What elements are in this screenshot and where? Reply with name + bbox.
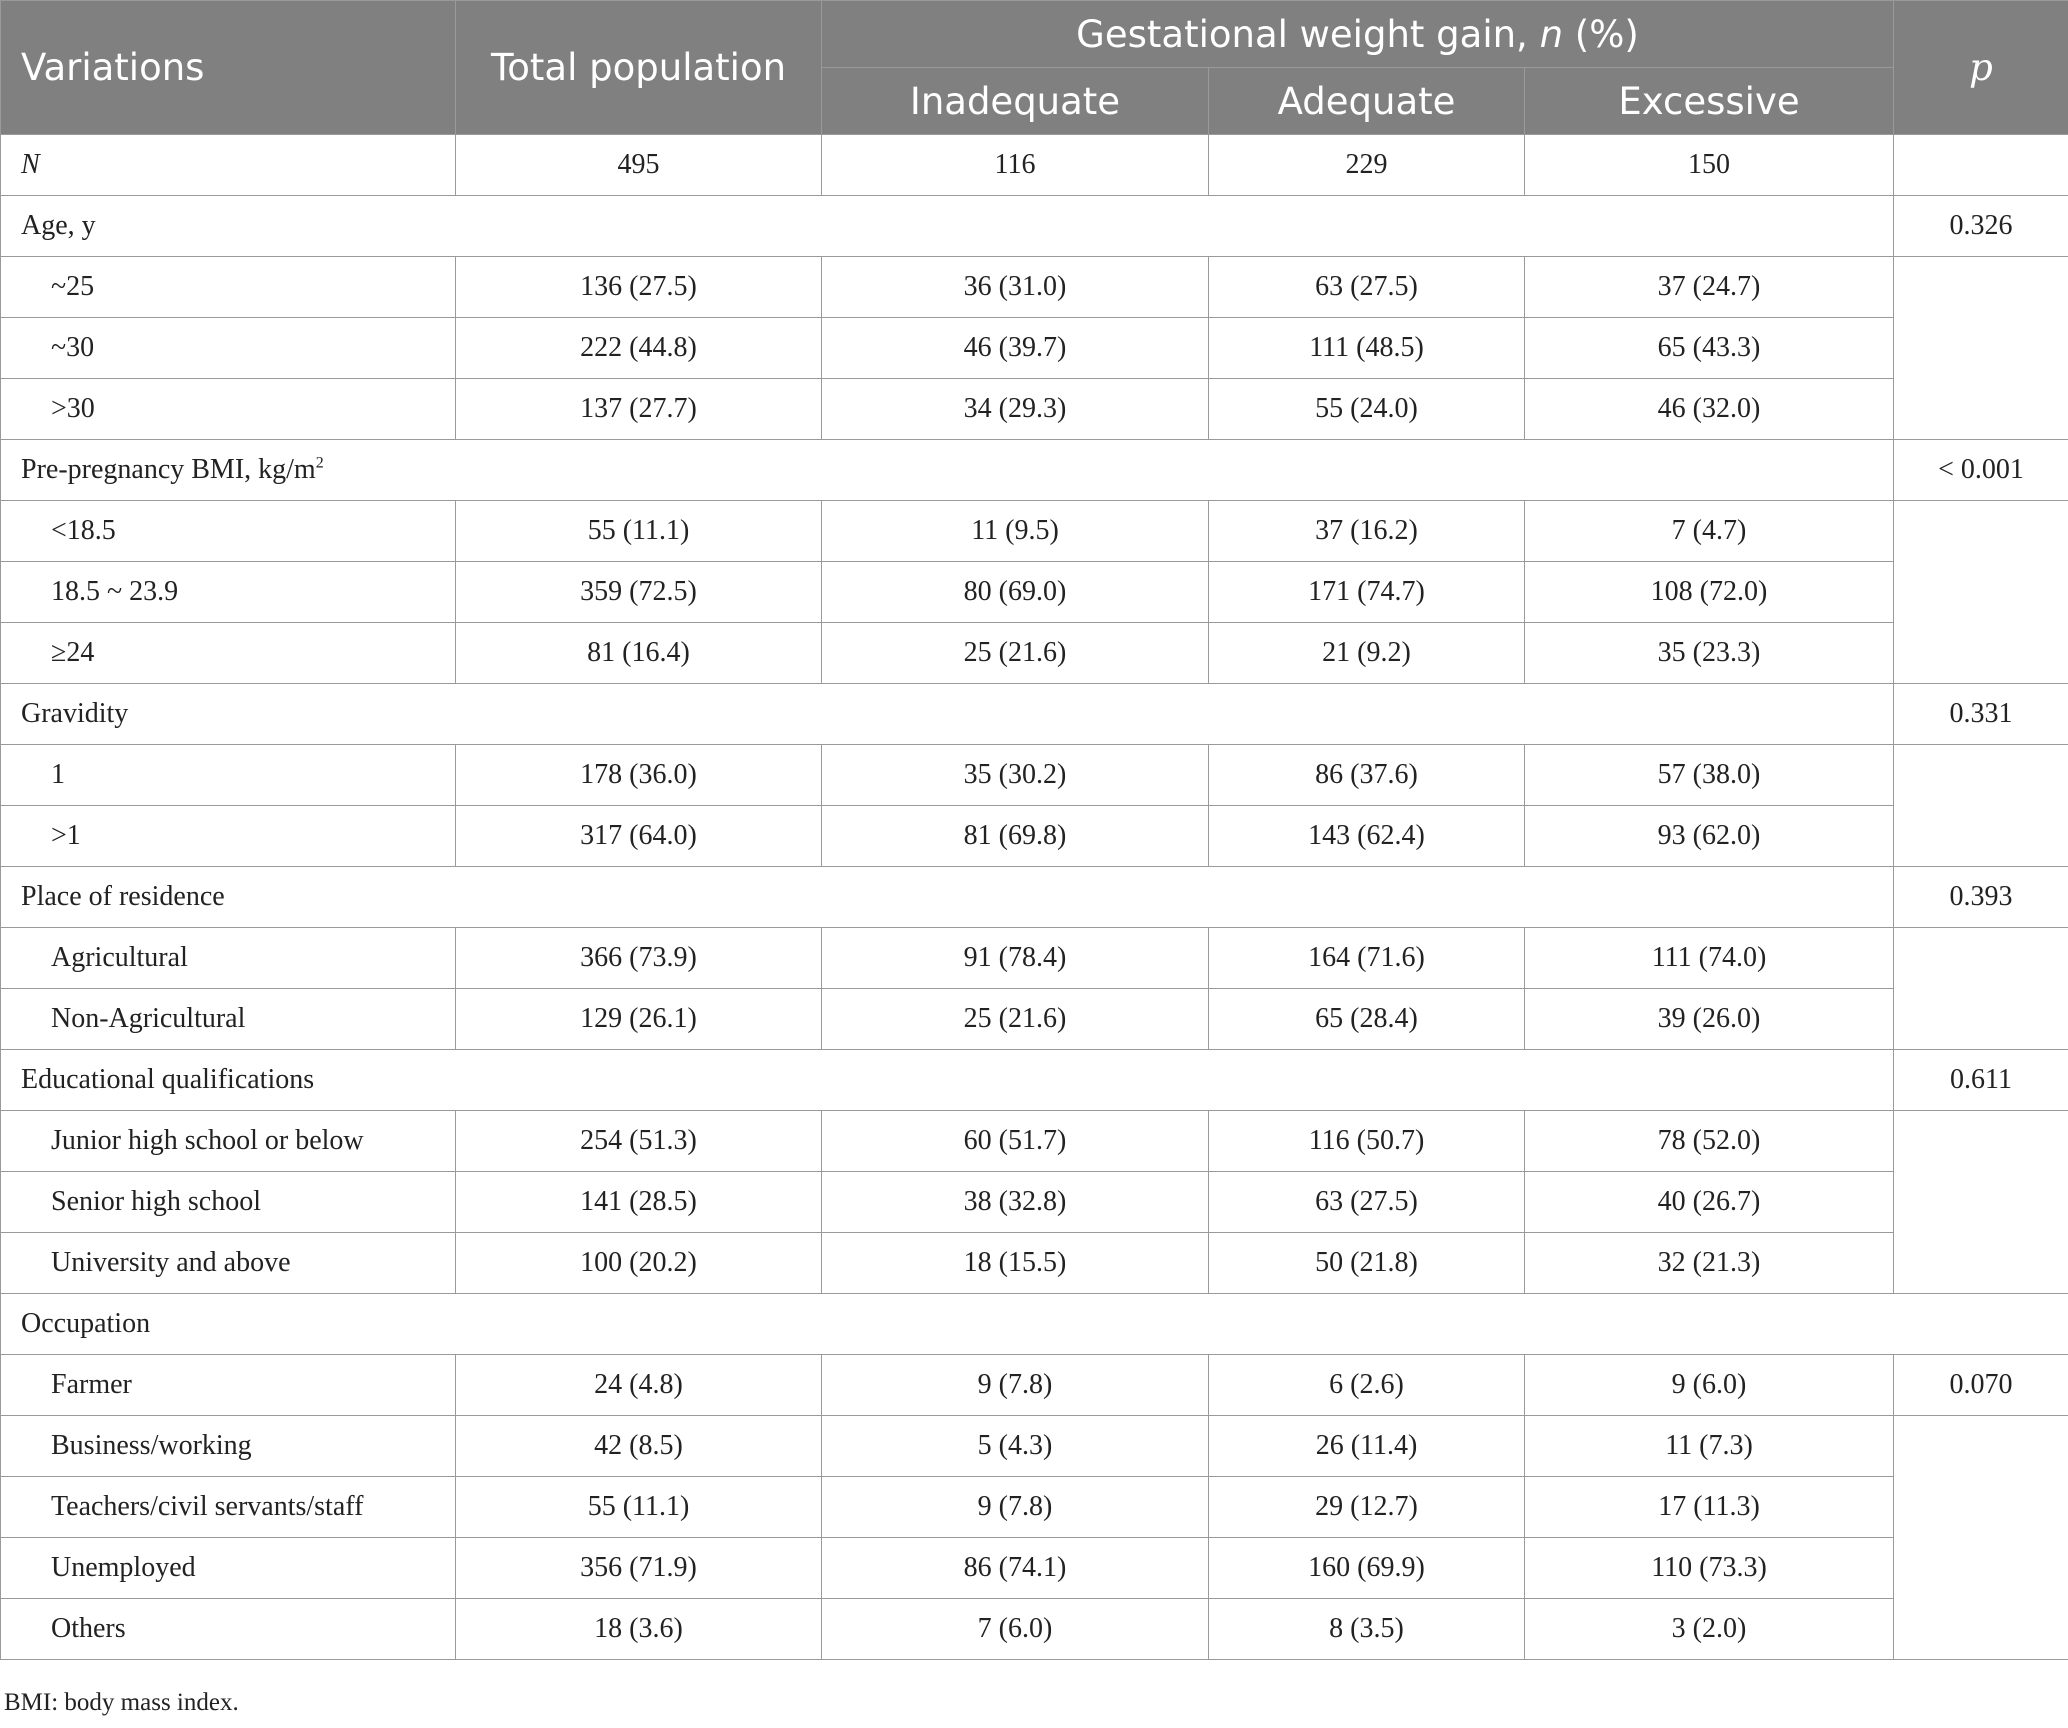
cell-excessive: 110 (73.3) xyxy=(1525,1538,1894,1599)
cell-inadequate: 91 (78.4) xyxy=(822,928,1209,989)
row-label: Non-Agricultural xyxy=(1,989,456,1050)
row-label: Business/working xyxy=(1,1416,456,1477)
cell-inadequate: 36 (31.0) xyxy=(822,257,1209,318)
row-label: Junior high school or below xyxy=(1,1111,456,1172)
cell-adequate: 86 (37.6) xyxy=(1209,745,1525,806)
cell-adequate: 143 (62.4) xyxy=(1209,806,1525,867)
table-row xyxy=(1,562,2068,623)
cell-adequate: 21 (9.2) xyxy=(1209,623,1525,684)
table-row xyxy=(1,501,2068,562)
cell-excessive: 11 (7.3) xyxy=(1525,1416,1894,1477)
row-label: <18.5 xyxy=(1,501,456,562)
header-gestational-weight-gain xyxy=(822,1,1894,68)
cell-inadequate: 34 (29.3) xyxy=(822,379,1209,440)
cell-inadequate: 116 xyxy=(822,135,1209,196)
cell-inadequate: 86 (74.1) xyxy=(822,1538,1209,1599)
cell-total: 356 (71.9) xyxy=(456,1538,822,1599)
cell-excessive: 9 (6.0) xyxy=(1525,1355,1894,1416)
cell-adequate: 229 xyxy=(1209,135,1525,196)
cell-adequate: 65 (28.4) xyxy=(1209,989,1525,1050)
row-label: N xyxy=(1,135,456,196)
section-p-value: 0.611 xyxy=(1894,1050,2068,1111)
cell-excessive: 40 (26.7) xyxy=(1525,1172,1894,1233)
section-row-gravidity xyxy=(1,684,2068,745)
cell-excessive: 65 (43.3) xyxy=(1525,318,1894,379)
cell-excessive: 3 (2.0) xyxy=(1525,1599,1894,1660)
cell-inadequate: 9 (7.8) xyxy=(822,1477,1209,1538)
section-label: Place of residence xyxy=(1,867,1894,928)
table-row xyxy=(1,379,2068,440)
table-row xyxy=(1,928,2068,989)
row-label: >1 xyxy=(1,806,456,867)
cell-excessive: 7 (4.7) xyxy=(1525,501,1894,562)
cell-excessive: 57 (38.0) xyxy=(1525,745,1894,806)
section-p-value: 0.393 xyxy=(1894,867,2068,928)
row-label: Senior high school xyxy=(1,1172,456,1233)
cell-inadequate: 25 (21.6) xyxy=(822,989,1209,1050)
cell-excessive: 37 (24.7) xyxy=(1525,257,1894,318)
cell-inadequate: 9 (7.8) xyxy=(822,1355,1209,1416)
cell-p-empty xyxy=(1894,745,2068,867)
cell-adequate: 160 (69.9) xyxy=(1209,1538,1525,1599)
cell-inadequate: 81 (69.8) xyxy=(822,806,1209,867)
cell-p xyxy=(1894,135,2068,196)
row-label: >30 xyxy=(1,379,456,440)
table-footnote: BMI: body mass index. xyxy=(4,1689,239,1716)
header-p-value: p xyxy=(1894,1,2068,135)
section-p-value: < 0.001 xyxy=(1894,440,2068,501)
cell-p-empty xyxy=(1894,928,2068,1050)
cell-total: 317 (64.0) xyxy=(456,806,822,867)
cell-adequate: 55 (24.0) xyxy=(1209,379,1525,440)
cell-adequate: 8 (3.5) xyxy=(1209,1599,1525,1660)
cell-inadequate: 25 (21.6) xyxy=(822,623,1209,684)
section-row-age xyxy=(1,196,2068,257)
table-row xyxy=(1,1355,2068,1416)
cell-excessive: 111 (74.0) xyxy=(1525,928,1894,989)
cell-excessive: 93 (62.0) xyxy=(1525,806,1894,867)
cell-adequate: 29 (12.7) xyxy=(1209,1477,1525,1538)
header-row-1 xyxy=(1,1,2068,68)
section-label: Educational qualifications xyxy=(1,1050,1894,1111)
cell-adequate: 116 (50.7) xyxy=(1209,1111,1525,1172)
header-gwg-n: n xyxy=(1539,12,1564,56)
cell-total: 42 (8.5) xyxy=(456,1416,822,1477)
header-total-population: Total population xyxy=(456,1,822,135)
cell-excessive: 108 (72.0) xyxy=(1525,562,1894,623)
cell-excessive: 35 (23.3) xyxy=(1525,623,1894,684)
section-row-residence xyxy=(1,867,2068,928)
n-row xyxy=(1,135,2068,196)
section-row-bmi xyxy=(1,440,2068,501)
row-label: ≥24 xyxy=(1,623,456,684)
row-label: ~25 xyxy=(1,257,456,318)
table-row xyxy=(1,1111,2068,1172)
section-label-sup: 2 xyxy=(315,454,324,472)
table-row xyxy=(1,989,2068,1050)
cell-excessive: 46 (32.0) xyxy=(1525,379,1894,440)
cell-inadequate: 46 (39.7) xyxy=(822,318,1209,379)
table-row xyxy=(1,1233,2068,1294)
table-row xyxy=(1,1477,2068,1538)
row-label: 18.5 ~ 23.9 xyxy=(1,562,456,623)
section-label: Age, y xyxy=(1,196,1894,257)
row-label: University and above xyxy=(1,1233,456,1294)
cell-p-empty xyxy=(1894,257,2068,440)
cell-total: 141 (28.5) xyxy=(456,1172,822,1233)
row-label: ~30 xyxy=(1,318,456,379)
table-row xyxy=(1,806,2068,867)
header-excessive: Excessive xyxy=(1525,68,1894,135)
section-p-value: 0.326 xyxy=(1894,196,2068,257)
section-label: Occupation xyxy=(1,1294,2068,1355)
cell-adequate: 171 (74.7) xyxy=(1209,562,1525,623)
cell-inadequate: 5 (4.3) xyxy=(822,1416,1209,1477)
cell-adequate: 63 (27.5) xyxy=(1209,1172,1525,1233)
cell-excessive: 78 (52.0) xyxy=(1525,1111,1894,1172)
table-row xyxy=(1,1172,2068,1233)
section-p-value: 0.331 xyxy=(1894,684,2068,745)
cell-total: 137 (27.7) xyxy=(456,379,822,440)
header-adequate: Adequate xyxy=(1209,68,1525,135)
cell-inadequate: 38 (32.8) xyxy=(822,1172,1209,1233)
row-label: Unemployed xyxy=(1,1538,456,1599)
cell-total: 129 (26.1) xyxy=(456,989,822,1050)
cell-adequate: 111 (48.5) xyxy=(1209,318,1525,379)
header-gwg-pct: (%) xyxy=(1563,12,1639,56)
cell-inadequate: 7 (6.0) xyxy=(822,1599,1209,1660)
cell-excessive: 32 (21.3) xyxy=(1525,1233,1894,1294)
header-gwg-label: Gestational weight gain, xyxy=(1076,12,1540,56)
section-label-text: Pre-pregnancy BMI, kg/m xyxy=(21,454,316,485)
section-row-occupation xyxy=(1,1294,2068,1355)
row-label: Others xyxy=(1,1599,456,1660)
cell-adequate: 26 (11.4) xyxy=(1209,1416,1525,1477)
header-inadequate: Inadequate xyxy=(822,68,1209,135)
cell-total: 55 (11.1) xyxy=(456,501,822,562)
table-row xyxy=(1,623,2068,684)
cell-total: 254 (51.3) xyxy=(456,1111,822,1172)
table-row xyxy=(1,1416,2068,1477)
cell-adequate: 6 (2.6) xyxy=(1209,1355,1525,1416)
cell-p-empty xyxy=(1894,501,2068,684)
cell-adequate: 50 (21.8) xyxy=(1209,1233,1525,1294)
cell-total: 178 (36.0) xyxy=(456,745,822,806)
cell-total: 366 (73.9) xyxy=(456,928,822,989)
cell-adequate: 63 (27.5) xyxy=(1209,257,1525,318)
section-p-value: 0.070 xyxy=(1894,1355,2068,1416)
cell-total: 136 (27.5) xyxy=(456,257,822,318)
cell-total: 55 (11.1) xyxy=(456,1477,822,1538)
row-label: 1 xyxy=(1,745,456,806)
table-row xyxy=(1,1538,2068,1599)
cell-total: 359 (72.5) xyxy=(456,562,822,623)
cell-adequate: 37 (16.2) xyxy=(1209,501,1525,562)
table-row xyxy=(1,1599,2068,1660)
cell-total: 18 (3.6) xyxy=(456,1599,822,1660)
row-label: Farmer xyxy=(1,1355,456,1416)
cell-adequate: 164 (71.6) xyxy=(1209,928,1525,989)
table-row xyxy=(1,745,2068,806)
table-row xyxy=(1,318,2068,379)
cell-total: 24 (4.8) xyxy=(456,1355,822,1416)
table-row xyxy=(1,257,2068,318)
row-label: Agricultural xyxy=(1,928,456,989)
cell-total: 222 (44.8) xyxy=(456,318,822,379)
cell-total: 100 (20.2) xyxy=(456,1233,822,1294)
header-variations: Variations xyxy=(1,1,456,135)
cell-inadequate: 35 (30.2) xyxy=(822,745,1209,806)
cell-excessive: 17 (11.3) xyxy=(1525,1477,1894,1538)
section-label: Gravidity xyxy=(1,684,1894,745)
cell-p-empty xyxy=(1894,1111,2068,1294)
cell-inadequate: 18 (15.5) xyxy=(822,1233,1209,1294)
section-label xyxy=(1,440,1894,501)
cell-inadequate: 11 (9.5) xyxy=(822,501,1209,562)
cell-excessive: 150 xyxy=(1525,135,1894,196)
cell-p-empty xyxy=(1894,1416,2068,1660)
section-row-education xyxy=(1,1050,2068,1111)
row-label: Teachers/civil servants/staff xyxy=(1,1477,456,1538)
cell-total: 495 xyxy=(456,135,822,196)
cell-total: 81 (16.4) xyxy=(456,623,822,684)
cell-excessive: 39 (26.0) xyxy=(1525,989,1894,1050)
cell-inadequate: 60 (51.7) xyxy=(822,1111,1209,1172)
cell-inadequate: 80 (69.0) xyxy=(822,562,1209,623)
